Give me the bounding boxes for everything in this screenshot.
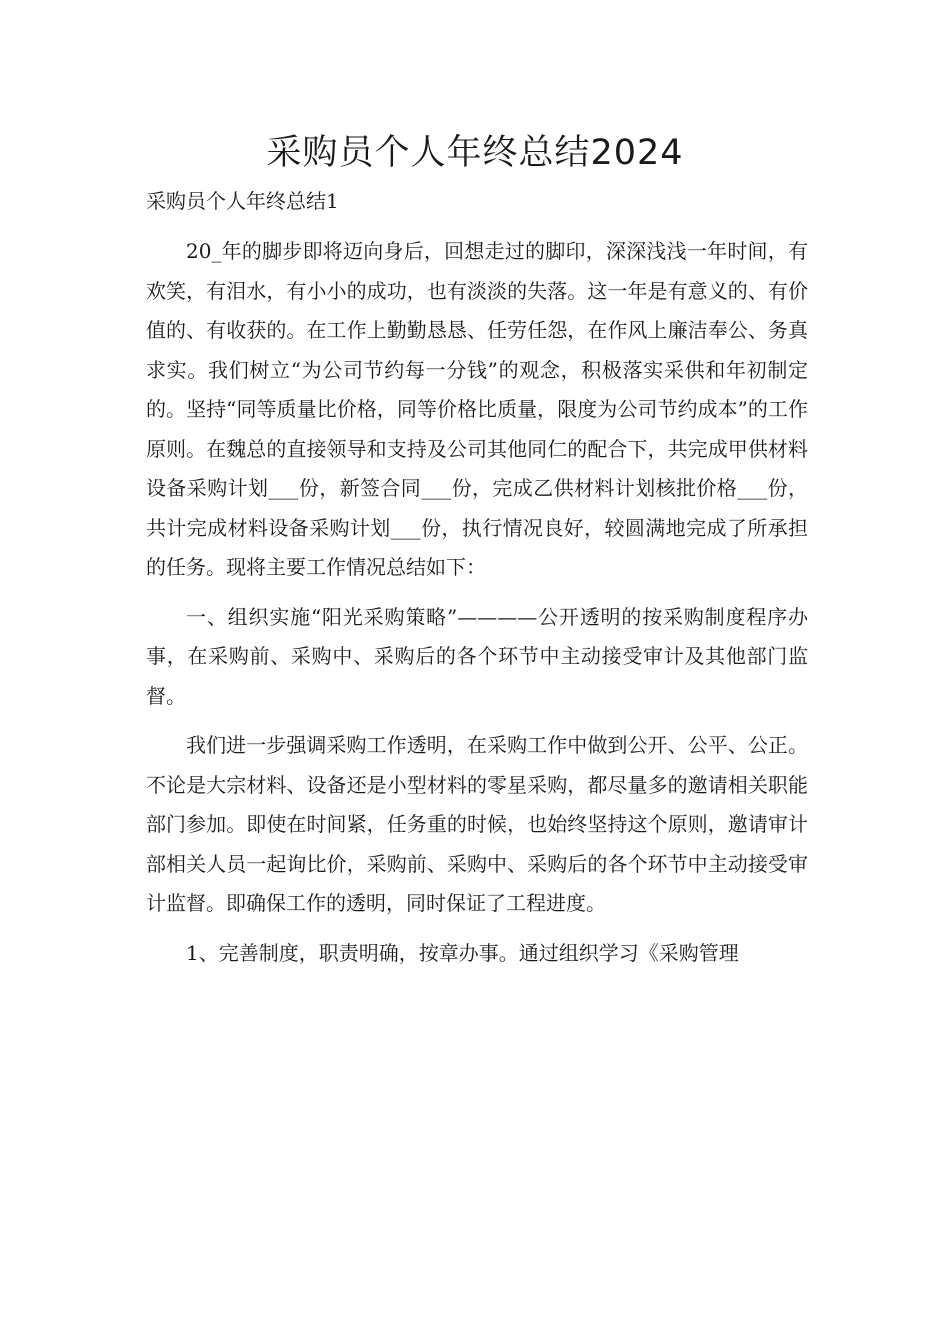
- document-title: 采购员个人年终总结2024: [266, 133, 684, 173]
- document-body: [146, 232, 808, 983]
- paragraph: 我们进一步强调采购工作透明，在采购工作中做到公开、公平、公正。不论是大宗材料、设备还是小型材料的零星采购，都尽量多的邀请相关职能部门参加。即使在时间紧，任务重的时候，也始终坚持这个原则，邀请审计部相关人员一起询比价，采购前、采购中、采购后的各个环节中主动接受审计监督。即确保工作的透明，同时保证了工程进度。: [146, 733, 808, 915]
- paragraph: 20_年的脚步即将迈向身后，回想走过的脚印，深深浅浅一年时间，有欢笑，有泪水，有小小的成功，也有淡淡的失落。这一年是有意义的、有价值的、有收获的。在工作上勤勤恳恳、任劳任怨，在作风上廉洁奉公、务真求实。我们树立“为公司节约每一分钱”的观念，积极落实采供和年初制定的。坚持“同等质量比价格，同等价格比质量，限度为公司节约成本”的工作原则。在魏总的直接领导和支持及公司其他同仁的配合下，共完成甲供材料设备采购计划___份，新签合同___份，完成乙供材料计划核批价格___份，共计完成材料设备采购计划___份，执行情况良好，较圆满地完成了所承担的任务。现将主要工作情况总结如下：: [146, 239, 808, 579]
- section-heading: 采购员个人年终总结1: [146, 189, 339, 213]
- paragraph: 1、完善制度，职责明确，按章办事。通过组织学习《采购管理: [186, 940, 739, 965]
- paragraph: 一、组织实施“阳光采购策略”————公开透明的按采购制度程序办事，在采购前、采购中、采购后的各个环节中主动接受审计及其他部门监督。: [146, 604, 808, 708]
